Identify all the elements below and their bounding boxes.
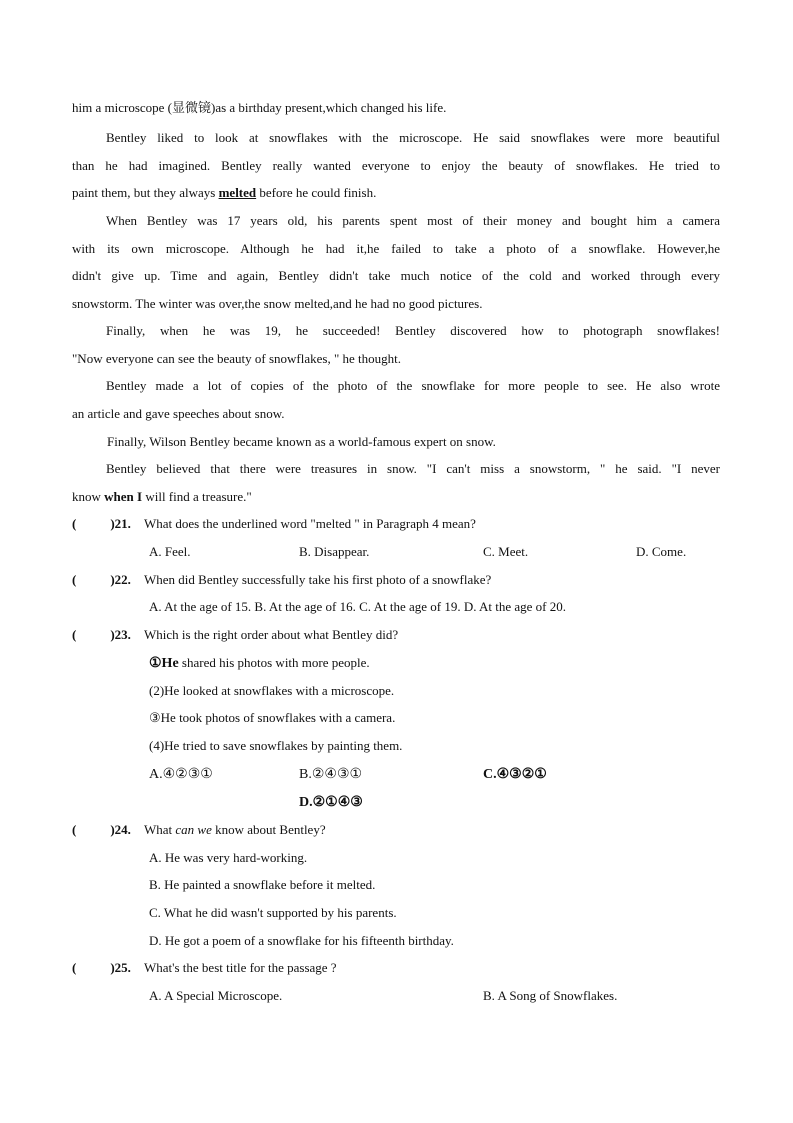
paragraph-5 bbox=[107, 434, 496, 450]
passage-line: "Now everyone can see the beauty of snowflakes, " he thought. bbox=[72, 350, 402, 366]
passage-line: Bentley made a lot of copies of the photo of the snowflake for more people to see. He also wrote bbox=[106, 378, 720, 393]
passage-line bbox=[72, 489, 720, 517]
q21-option-d[interactable]: D. Come. bbox=[636, 544, 687, 559]
question-24-text bbox=[144, 822, 326, 838]
question-number: )22. bbox=[110, 572, 131, 587]
passage-text: know bbox=[72, 488, 105, 504]
paragraph-2 bbox=[72, 213, 720, 323]
q24-option-b[interactable]: B. He painted a snowflake before it melted. bbox=[149, 877, 376, 892]
passage-line: didn't give up. Time and again, Bentley didn't take much notice of the cold and worked through every bbox=[72, 268, 720, 284]
paragraph-6 bbox=[72, 461, 720, 516]
question-text: know about Bentley? bbox=[211, 822, 326, 837]
q23-item-4: (4)He tried to save snowflakes by painting them. bbox=[149, 738, 403, 753]
q23-item-2: (2)He looked at snowflakes with a microscope. bbox=[149, 683, 395, 698]
paragraph-3 bbox=[72, 323, 720, 378]
bold-text: ①He bbox=[149, 656, 179, 671]
passage-text: will find a treasure." bbox=[142, 488, 252, 504]
q23-option-b[interactable]: B.②④③① bbox=[299, 767, 363, 782]
passage-line: Finally, when he was 19, he succeeded! Bentley discovered how to photograph snowflakes! bbox=[106, 323, 720, 338]
question-23-number bbox=[72, 627, 131, 643]
q24-option-c[interactable]: C. What he did wasn't supported by his parents. bbox=[149, 905, 397, 920]
passage-text: paint them, but they always bbox=[72, 185, 219, 201]
passage-line: than he had imagined. Bentley really wanted everyone to enjoy the beauty of snowflakes. He tried to bbox=[72, 157, 720, 173]
question-23-text: Which is the right order about what Bentley did? bbox=[144, 627, 399, 642]
question-number: )24. bbox=[110, 822, 131, 837]
passage-line: with its own microscope. Although he had it,he failed to take a photo of a snowflake. However,he bbox=[72, 240, 720, 256]
question-22-text: When did Bentley successfully take his first photo of a snowflake? bbox=[144, 572, 492, 587]
answer-paren: ( bbox=[72, 627, 77, 642]
question-21-number bbox=[72, 516, 131, 532]
q24-option-d[interactable]: D. He got a poem of a snowflake for his fifteenth birthday. bbox=[149, 933, 454, 948]
paragraph-1 bbox=[72, 130, 720, 213]
q23-item-1 bbox=[149, 655, 370, 672]
item-text: shared his photos with more people. bbox=[178, 655, 370, 670]
answer-paren: ( bbox=[72, 822, 77, 837]
question-25-text: What's the best title for the passage ? bbox=[144, 960, 337, 975]
passage-text: him a microscope (显微镜)as a birthday present,which changed his life. bbox=[72, 100, 447, 115]
question-21-text: What does the underlined word "melted " in Paragraph 4 mean? bbox=[144, 516, 476, 531]
q23-item-3: ③He took photos of snowflakes with a camera. bbox=[149, 710, 396, 725]
passage-line: an article and gave speeches about snow. bbox=[72, 405, 285, 421]
underlined-word: melted bbox=[218, 185, 257, 201]
q23-option-d[interactable]: D.②①④③ bbox=[299, 795, 363, 810]
question-25-number bbox=[72, 960, 131, 976]
passage-line: Bentley liked to look at snowflakes with the microscope. He said snowflakes were more beautiful bbox=[106, 130, 720, 145]
q23-option-a[interactable]: A.④②③① bbox=[149, 767, 213, 782]
passage-line-0 bbox=[72, 100, 446, 116]
q21-option-c[interactable]: C. Meet. bbox=[483, 544, 529, 559]
italic-text: can we bbox=[175, 822, 212, 837]
passage-text: before he could finish. bbox=[256, 185, 377, 201]
q24-option-a[interactable]: A. He was very hard-working. bbox=[149, 850, 308, 865]
passage-line: Bentley believed that there were treasures in snow. "I can't miss a snowstorm, " he said. "I never bbox=[106, 461, 720, 476]
passage-line: snowstorm. The winter was over,the snow melted,and he had no good pictures. bbox=[72, 295, 483, 311]
q21-option-a[interactable]: A. Feel. bbox=[149, 544, 191, 559]
passage-line bbox=[72, 185, 720, 213]
q25-option-b[interactable]: B. A Song of Snowflakes. bbox=[483, 988, 618, 1003]
question-text: What bbox=[144, 822, 176, 837]
q23-option-c[interactable]: C.④③②① bbox=[483, 767, 547, 782]
passage-line: When Bentley was 17 years old, his parents spent most of their money and bought him a camera bbox=[106, 213, 720, 228]
q22-options[interactable]: A. At the age of 15. B. At the age of 16. C. At the age of 19. D. At the age of 20. bbox=[149, 599, 567, 614]
question-number: )23. bbox=[110, 627, 131, 642]
answer-paren: ( bbox=[72, 572, 77, 587]
bold-text: when I bbox=[104, 488, 143, 504]
question-number: )25. bbox=[110, 960, 131, 975]
question-22-number bbox=[72, 572, 131, 588]
paragraph-4 bbox=[72, 378, 720, 433]
q25-option-a[interactable]: A. A Special Microscope. bbox=[149, 988, 283, 1003]
q21-option-b[interactable]: B. Disappear. bbox=[299, 544, 370, 559]
answer-paren: ( bbox=[72, 960, 77, 975]
question-24-number bbox=[72, 822, 131, 838]
passage-text: Finally, Wilson Bentley became known as a world-famous expert on snow. bbox=[107, 434, 496, 449]
question-number: )21. bbox=[110, 516, 131, 531]
answer-paren: ( bbox=[72, 516, 77, 531]
